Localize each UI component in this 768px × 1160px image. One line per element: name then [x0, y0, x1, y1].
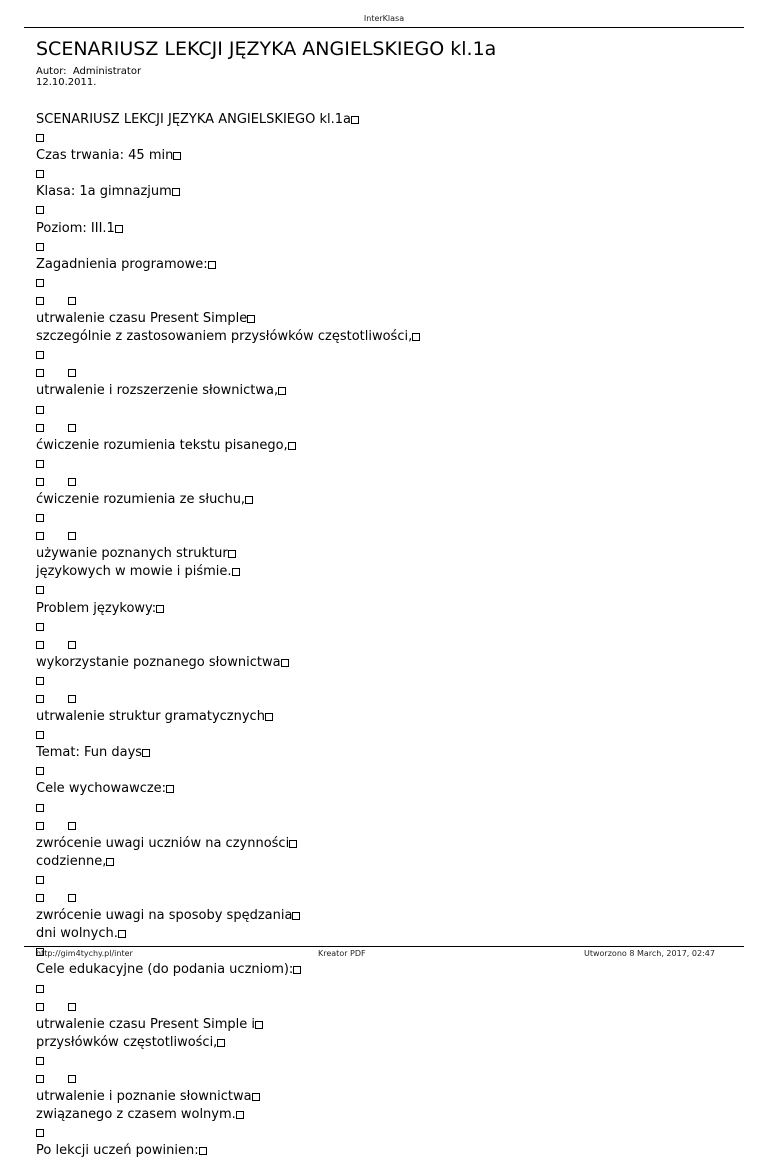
missing-glyph-box: [36, 243, 44, 251]
text-line: [36, 147, 420, 165]
text-line: [36, 780, 420, 798]
missing-glyph-box: [36, 1057, 44, 1065]
text-line: [36, 925, 420, 943]
text-line: [36, 581, 420, 599]
line-text: zwrócenie uwagi na sposoby spędzania: [36, 908, 293, 924]
footer-created-date: Utworzono 8 March, 2017, 02:47: [584, 949, 715, 958]
missing-glyph-box: [265, 713, 273, 721]
missing-glyph-box: [68, 369, 76, 377]
missing-glyph-box: [199, 1147, 207, 1155]
text-line: [36, 509, 420, 527]
author-line: Autor: Administrator: [36, 66, 142, 77]
missing-glyph-box: [351, 116, 359, 124]
line-text: językowych w mowie i piśmie.: [36, 564, 232, 580]
text-line: [36, 201, 420, 219]
text-line: [36, 310, 420, 328]
document-meta: [36, 66, 141, 88]
text-line: [36, 563, 420, 581]
missing-glyph-box: [68, 297, 76, 305]
line-text: zwrócenie uwagi uczniów na czynności: [36, 835, 290, 851]
line-text: Temat: Fun days: [36, 745, 143, 761]
missing-glyph-box: [36, 406, 44, 414]
document-title: SCENARIUSZ LEKCJI JĘZYKA ANGIELSKIEGO kl.1a: [36, 38, 497, 60]
missing-glyph-box: [36, 1129, 44, 1137]
missing-glyph-box: [68, 894, 76, 902]
missing-glyph-box: [36, 641, 44, 649]
missing-glyph-box: [36, 876, 44, 884]
missing-glyph-box: [36, 460, 44, 468]
line-text: przysłówków częstotliwości,: [36, 1034, 218, 1050]
missing-glyph-box: [289, 840, 297, 848]
missing-glyph-box: [68, 1003, 76, 1011]
missing-glyph-box: [36, 1003, 44, 1011]
text-line: [36, 220, 420, 238]
missing-glyph-box: [245, 496, 253, 504]
line-text: Cele wychowawcze:: [36, 781, 167, 797]
line-text: używanie poznanych struktur: [36, 546, 228, 562]
text-line: [36, 980, 420, 998]
missing-glyph-box: [172, 188, 180, 196]
text-line: [36, 274, 420, 292]
text-line: [36, 618, 420, 636]
missing-glyph-box: [68, 424, 76, 432]
text-line: [36, 998, 420, 1016]
missing-glyph-box: [36, 369, 44, 377]
missing-glyph-box: [292, 912, 300, 920]
line-text: Poziom: III.1: [36, 220, 115, 236]
missing-glyph-box: [228, 550, 236, 558]
line-text: związanego z czasem wolnym.: [36, 1107, 236, 1123]
text-line: [36, 1016, 420, 1034]
text-line: [36, 853, 420, 871]
missing-glyph-box: [36, 822, 44, 830]
missing-glyph-box: [278, 387, 286, 395]
line-text: Czas trwania: 45 min: [36, 148, 174, 164]
line-text: Problem językowy:: [36, 600, 157, 616]
line-text: ćwiczenie rozumienia ze słuchu,: [36, 491, 246, 507]
text-line: [36, 382, 420, 400]
text-line: [36, 364, 420, 382]
text-line: [36, 817, 420, 835]
missing-glyph-box: [36, 351, 44, 359]
missing-glyph-box: [236, 1111, 244, 1119]
missing-glyph-box: [36, 586, 44, 594]
document-body: [36, 111, 420, 1160]
text-line: [36, 654, 420, 672]
missing-glyph-box: [36, 297, 44, 305]
missing-glyph-box: [36, 985, 44, 993]
missing-glyph-box: [217, 1039, 225, 1047]
text-line: [36, 256, 420, 274]
line-text: codzienne,: [36, 853, 107, 869]
missing-glyph-box: [68, 822, 76, 830]
text-line: [36, 1070, 420, 1088]
line-text: ćwiczenie rozumienia tekstu pisanego,: [36, 437, 288, 453]
missing-glyph-box: [36, 532, 44, 540]
text-line: [36, 672, 420, 690]
missing-glyph-box: [36, 170, 44, 178]
missing-glyph-box: [36, 1075, 44, 1083]
text-line: [36, 183, 420, 201]
line-text: utrwalenie i rozszerzenie słownictwa,: [36, 383, 279, 399]
text-line: [36, 545, 420, 563]
text-line: [36, 690, 420, 708]
footer-divider: [24, 946, 744, 947]
text-line: [36, 1034, 420, 1052]
line-text: utrwalenie czasu Present Simple i: [36, 1016, 255, 1032]
text-line: [36, 835, 420, 853]
text-line: [36, 437, 420, 455]
text-line: [36, 527, 420, 545]
text-line: [36, 419, 420, 437]
missing-glyph-box: [36, 731, 44, 739]
missing-glyph-box: [232, 568, 240, 576]
footer-generator: Kreator PDF: [318, 949, 366, 958]
text-line: [36, 907, 420, 925]
missing-glyph-box: [68, 532, 76, 540]
missing-glyph-box: [36, 677, 44, 685]
missing-glyph-box: [173, 152, 181, 160]
text-line: [36, 1124, 420, 1142]
publish-date: 12.10.2011.: [36, 77, 97, 88]
text-line: [36, 491, 420, 509]
missing-glyph-box: [288, 442, 296, 450]
missing-glyph-box: [36, 478, 44, 486]
text-line: [36, 708, 420, 726]
missing-glyph-box: [281, 659, 289, 667]
missing-glyph-box: [68, 478, 76, 486]
text-line: [36, 473, 420, 491]
missing-glyph-box: [36, 134, 44, 142]
text-line: [36, 961, 420, 979]
missing-glyph-box: [247, 315, 255, 323]
text-line: [36, 238, 420, 256]
missing-glyph-box: [118, 930, 126, 938]
text-line: [36, 165, 420, 183]
missing-glyph-box: [115, 225, 123, 233]
text-line: [36, 726, 420, 744]
line-text: Zagadnienia programowe:: [36, 256, 208, 272]
text-line: [36, 401, 420, 419]
text-line: [36, 1052, 420, 1070]
text-line: [36, 744, 420, 762]
line-text: dni wolnych.: [36, 926, 118, 942]
missing-glyph-box: [255, 1021, 263, 1029]
text-line: [36, 871, 420, 889]
missing-glyph-box: [68, 695, 76, 703]
text-line: [36, 762, 420, 780]
text-line: [36, 636, 420, 654]
line-text: utrwalenie struktur gramatycznych: [36, 709, 265, 725]
text-line: [36, 600, 420, 618]
line-text: SCENARIUSZ LEKCJI JĘZYKA ANGIELSKIEGO kl.1a: [36, 112, 351, 127]
missing-glyph-box: [36, 279, 44, 287]
text-line: [36, 1142, 420, 1160]
text-line: [36, 889, 420, 907]
missing-glyph-box: [36, 767, 44, 775]
text-line: [36, 111, 420, 129]
text-line: [36, 129, 420, 147]
line-text: wykorzystanie poznanego słownictwa: [36, 654, 281, 670]
line-text: Po lekcji uczeń powinien:: [36, 1143, 199, 1159]
missing-glyph-box: [36, 894, 44, 902]
missing-glyph-box: [36, 514, 44, 522]
text-line: [36, 799, 420, 817]
text-line: [36, 455, 420, 473]
line-text: Klasa: 1a gimnazjum: [36, 184, 172, 200]
site-header: InterKlasa: [363, 14, 405, 23]
missing-glyph-box: [36, 623, 44, 631]
missing-glyph-box: [142, 749, 150, 757]
text-line: [36, 328, 420, 346]
text-line: [36, 292, 420, 310]
line-text: utrwalenie czasu Present Simple: [36, 311, 248, 327]
line-text: szczególnie z zastosowaniem przysłówków częstotliwości,: [36, 329, 413, 345]
text-line: [36, 1088, 420, 1106]
text-line: [36, 1106, 420, 1124]
missing-glyph-box: [252, 1093, 260, 1101]
missing-glyph-box: [36, 804, 44, 812]
header-divider: [24, 27, 744, 28]
missing-glyph-box: [208, 261, 216, 269]
text-line: [36, 346, 420, 364]
missing-glyph-box: [36, 206, 44, 214]
missing-glyph-box: [36, 695, 44, 703]
missing-glyph-box: [106, 858, 114, 866]
footer-url: http://gim4tychy.pl/inter: [36, 949, 133, 958]
missing-glyph-box: [156, 605, 164, 613]
missing-glyph-box: [68, 641, 76, 649]
missing-glyph-box: [36, 424, 44, 432]
line-text: Cele edukacyjne (do podania uczniom):: [36, 962, 294, 978]
missing-glyph-box: [68, 1075, 76, 1083]
missing-glyph-box: [293, 966, 301, 974]
line-text: utrwalenie i poznanie słownictwa: [36, 1089, 252, 1105]
missing-glyph-box: [412, 333, 420, 341]
missing-glyph-box: [166, 785, 174, 793]
